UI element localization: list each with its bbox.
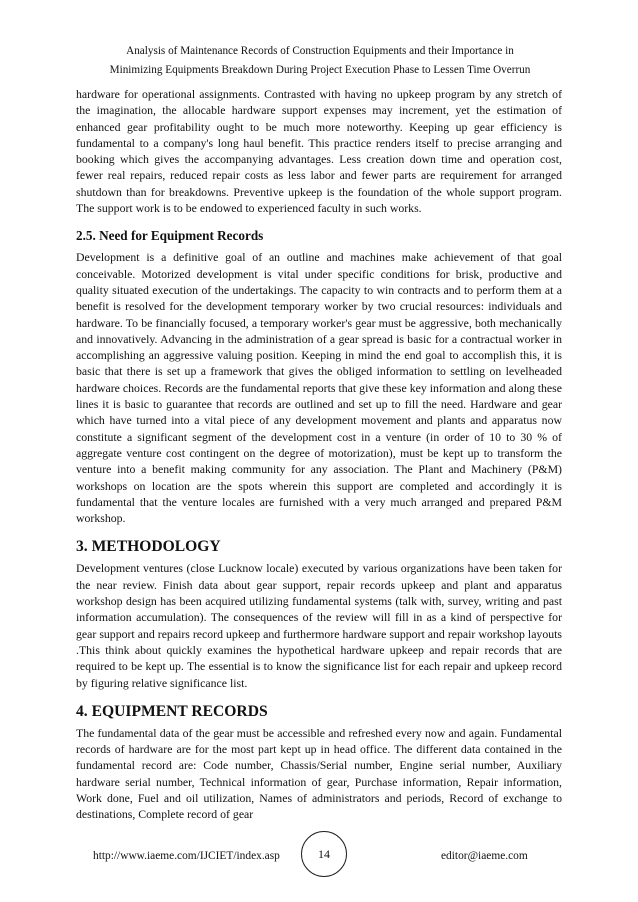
footer-email-link[interactable]: editor@iaeme.com	[441, 850, 528, 862]
section-3-heading: 3. METHODOLOGY	[76, 538, 221, 556]
page-number: 14	[318, 846, 330, 861]
section-2-5-paragraph: Development is a definitive goal of an outline and machines make achievement of that goal conceivable. Motorized development is vital under specific conditions for brisk, productive and quality situated execution of the undertakings. The capacity to win contracts and to perform them at a benefit is resolved for the development temporary worker by two crucial resources: individuals and hardware. To be financially focused, a temporary worker's gear must be aggressive, both mechanically and innovatively. Advancing in the administration of a gear spread is basic for a contractual worker in accomplishing an aggressive valuing position. Keeping in mind the end goal to accomplish this, it is basic that there is set up a framework that gives the obliged information to settling on levelheaded hardware choices. Records are the fundamental reports that give these key information and along these lines it is basic to guarantee that records are outlined and set up to fill the need. Hardware and gear which have turned into a vital piece of any development movement and plants and apparatus now constitute a significant segment of the development cost in a venture (in order of 10 to 30 % of aggregate venture cost contingent on the degree of motorization), must be kept up to transform the venture into a benefit making community for any association. The Plant and Machinery (P&M) workshops on location are the spots wherein this support are completed and accordingly it is fundamental that the venture locales are furnished with a very much arranged and prepared P&M workshop.	[76, 250, 562, 526]
intro-paragraph: hardware for operational assignments. Contrasted with having no upkeep program by any stretch of the imagination, the allocable hardware support expenses may increment, yet the estimation of enhanced gear profitability ought to be much more noteworthy. Keeping up gear efficiency is fundamental to a company's long haul benefit. This practice renders itself to precise arranging and booking which gives the accompanying advantages. Less creation down time and operation cost, fewer real repairs, reduced repair costs as less labor and fewer parts are requirement for arranged shutdown than for breakdowns. Preventive upkeep is the foundation of the whole support program. The support work is to be endowed to experienced faculty in such works.	[76, 87, 562, 216]
section-4-heading: 4. EQUIPMENT RECORDS	[76, 702, 268, 720]
page-number-badge	[301, 831, 347, 877]
running-header-line-1: Analysis of Maintenance Records of Construction Equipments and their Importance in	[126, 45, 514, 57]
page-footer	[0, 828, 638, 878]
section-2-5-heading: 2.5. Need for Equipment Records	[76, 228, 264, 244]
footer-url-link[interactable]: http://www.iaeme.com/IJCIET/index.asp	[93, 850, 280, 862]
running-header-line-2: Minimizing Equipments Breakdown During Project Execution Phase to Lessen Time Overrun	[109, 64, 531, 76]
section-4-paragraph: The fundamental data of the gear must be accessible and refreshed every now and again. Fundamental records of hardware are for the most part kept up in head office. The different data contained in the fundamental record are: Code number, Chassis/Serial number, Engine serial number, Auxiliary hardware serial number, Technical information of gear, Purchase information, Repair information, Work done, Fuel and oil utilization, Names of administrators and periods, Record of exchange to destinations, Complete record of gear	[76, 725, 562, 822]
section-3-paragraph: Development ventures (close Lucknow locale) executed by various organizations have been taken for the near review. Finish data about gear support, repair records upkeep and plant and apparatus workshop design has been acquired utilizing fundamental systems (talk with, survey, writing and past information accumulation). The consequences of the review will fill in as a kind of perspective for gear support and repairs record upkeep and furthermore hardware support and repair workshop layouts .This think about quickly examines the hypothetical hardware upkeep and repair records that are required to be kept up. The essential is to know the significance list for each repair and upkeep record by figuring relative significance list.	[76, 561, 562, 690]
running-header	[60, 42, 580, 80]
article-body	[76, 86, 562, 823]
